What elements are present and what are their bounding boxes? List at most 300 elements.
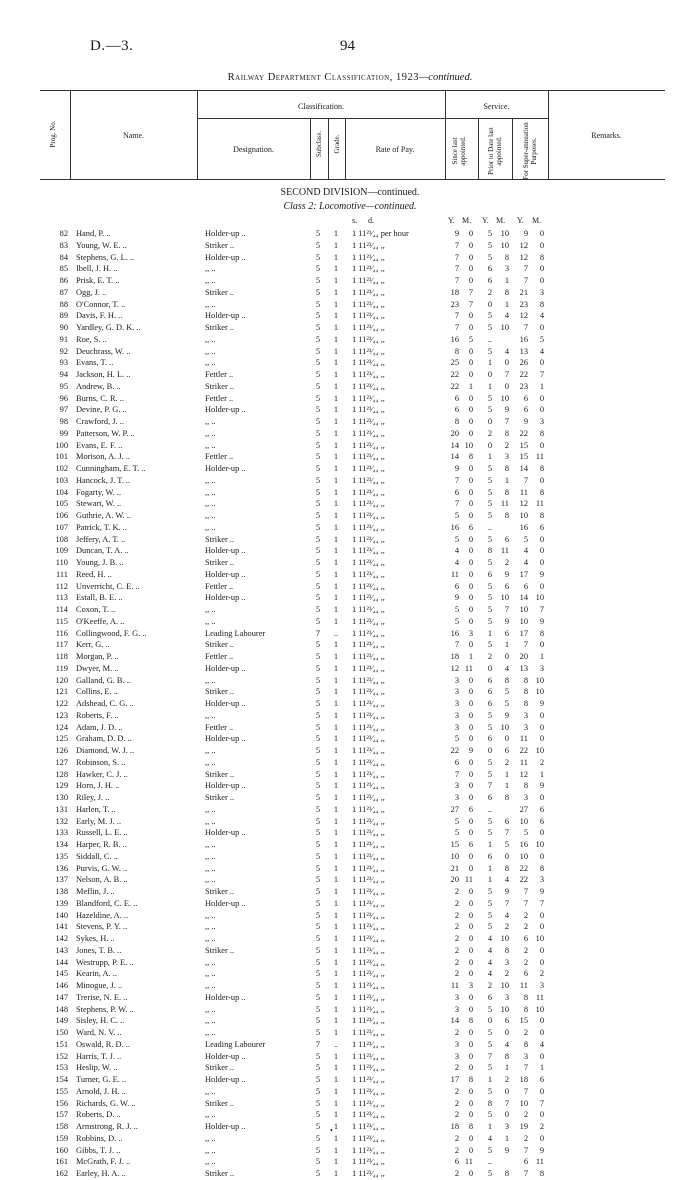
cell-name: Horn, J. H. .. <box>76 781 120 791</box>
table-row <box>0 275 700 287</box>
cell-super-years: 11 <box>519 487 528 497</box>
cell-grade: 1 <box>333 534 339 544</box>
cell-designation: ,, .. <box>205 804 216 814</box>
cell-designation: ,, .. <box>205 851 216 861</box>
table-row <box>0 1086 700 1098</box>
cell-prior-months: 9 <box>504 616 509 626</box>
cell-designation: Leading Labourer <box>205 628 266 638</box>
cell-super-years: 7 <box>523 1145 528 1155</box>
cell-rate-of-pay: 1 11²³⁄₄₄ ,, <box>352 581 385 591</box>
cell-since-years: 16 <box>450 522 459 532</box>
cell-prior-years: 5 <box>487 346 492 356</box>
cell-grade: 1 <box>333 593 339 603</box>
cell-since-months: 11 <box>464 663 473 673</box>
cell-super-months: 8 <box>539 628 544 638</box>
cell-prior-years: 4 <box>487 1133 492 1143</box>
cell-grade: 1 <box>333 393 339 403</box>
cell-super-months: 2 <box>539 757 544 767</box>
cell-prog-no: 99 <box>59 428 68 438</box>
cell-grade: 1 <box>333 922 339 932</box>
cell-subclass: 5 <box>315 1004 321 1014</box>
cell-subclass: 5 <box>315 346 321 356</box>
cell-super-years: 27 <box>519 804 528 814</box>
cell-super-months: 8 <box>539 487 544 497</box>
table-row <box>0 663 700 675</box>
cell-prior-months: 1 <box>504 1133 509 1143</box>
cell-name: Diamond, W. J. .. <box>76 746 135 755</box>
cell-since-years: 23 <box>450 299 459 309</box>
cell-name: Trerise, N. E. .. <box>76 992 128 1002</box>
cell-prior-years: 1 <box>487 875 492 885</box>
caption-suffix: —continued. <box>418 72 473 83</box>
cell-since-months: 0 <box>468 581 473 591</box>
header-remarks: Remarks. <box>591 131 622 140</box>
cell-super-months: 1 <box>539 769 544 779</box>
cell-name: Adam, J. D. .. <box>76 722 123 732</box>
cell-super-years: 2 <box>523 945 528 955</box>
cell-since-years: 2 <box>454 1063 459 1073</box>
header-subclass: Subclass. <box>315 130 323 158</box>
table-row <box>0 722 700 734</box>
cell-name: Heslip, W. .. <box>76 1063 118 1073</box>
cell-since-months: 0 <box>468 722 473 732</box>
cell-prior-months: 9 <box>504 569 509 579</box>
cell-super-years: 22 <box>519 370 528 379</box>
cell-grade: 1 <box>333 299 339 309</box>
cell-super-months: 10 <box>535 746 544 755</box>
cell-name: Kerr, G. .. <box>76 640 110 650</box>
table-row <box>0 1039 700 1051</box>
cell-super-months: 6 <box>539 804 544 814</box>
cell-rate-of-pay: 1 11²³⁄₄₄ ,, <box>352 1098 385 1108</box>
cell-name: Nelson, A. B. .. <box>76 875 128 885</box>
class-heading: Class 2: Locomotive—continued. <box>283 201 417 212</box>
header-top-rule <box>40 90 665 91</box>
cell-name: Jones, T. B. .. <box>76 945 122 955</box>
table-caption <box>0 72 700 83</box>
cell-designation: ,, .. <box>205 863 216 873</box>
cell-prog-no: 144 <box>55 957 68 967</box>
cell-grade: 1 <box>333 1063 339 1073</box>
cell-since-months: 0 <box>468 734 473 744</box>
cell-since-months: 0 <box>468 992 473 1002</box>
cell-designation: Striker .. <box>205 323 235 332</box>
cell-grade: 1 <box>333 699 339 708</box>
cell-grade: 1 <box>333 428 339 438</box>
cell-subclass: 5 <box>315 276 321 285</box>
cell-super-months: 4 <box>539 311 544 321</box>
cell-prior-months: 2 <box>504 922 509 932</box>
cell-name: Robbins, D. .. <box>76 1133 123 1143</box>
cell-since-months: 0 <box>468 240 473 250</box>
cell-grade: .. <box>333 628 339 638</box>
cell-super-years: 10 <box>519 616 528 626</box>
cell-name: Patrick, T. K. .. <box>76 522 127 532</box>
cell-prior-months: 3 <box>504 452 509 462</box>
caption-main: Railway Department Classification, 1923 <box>227 72 419 83</box>
cell-name: Earley, H. A. .. <box>76 1169 126 1178</box>
header-designation: Designation. <box>233 145 274 154</box>
cell-since-months: 0 <box>468 252 473 262</box>
unit-years-2: Y. <box>482 216 489 225</box>
table-row <box>0 1121 700 1133</box>
cell-name: Gibbs, T. J. .. <box>76 1145 121 1155</box>
cell-super-months: 0 <box>539 851 544 861</box>
cell-prog-no: 124 <box>55 722 68 732</box>
cell-since-years: 2 <box>454 1110 459 1120</box>
cell-designation: ,, .. <box>205 675 216 685</box>
cell-subclass: 5 <box>315 804 321 814</box>
cell-super-years: 16 <box>519 840 528 849</box>
cell-since-months: 0 <box>468 393 473 403</box>
cell-prog-no: 98 <box>59 417 68 426</box>
cell-subclass: 5 <box>315 710 321 720</box>
cell-designation: Striker .. <box>205 687 235 697</box>
table-row <box>0 252 700 264</box>
col-rule-8 <box>478 118 479 179</box>
cell-super-months: 0 <box>539 1133 544 1143</box>
cell-grade: 1 <box>333 287 339 297</box>
cell-name: Morison, A. J. .. <box>76 452 130 462</box>
cell-prior-months: 4 <box>504 311 509 321</box>
cell-subclass: 5 <box>315 640 321 650</box>
cell-since-months: 0 <box>468 534 473 544</box>
cell-super-years: 9 <box>523 229 528 238</box>
cell-designation: ,, .. <box>205 358 216 368</box>
cell-subclass: 5 <box>315 440 321 450</box>
cell-since-years: 16 <box>450 334 459 344</box>
cell-grade: 1 <box>333 323 339 332</box>
cell-prior-months: 2 <box>504 1075 509 1084</box>
cell-prior-years: 0 <box>487 663 492 673</box>
cell-prior-months: 10 <box>500 240 509 250</box>
cell-since-years: 3 <box>454 722 459 732</box>
cell-prior-months: 10 <box>500 722 509 732</box>
cell-prog-no: 152 <box>55 1051 68 1061</box>
cell-subclass: 5 <box>315 957 321 967</box>
cell-prior-years: 5 <box>487 1110 492 1120</box>
cell-prog-no: 116 <box>55 628 68 638</box>
cell-since-years: 27 <box>450 804 459 814</box>
cell-designation: Holder-up .. <box>205 781 246 791</box>
cell-since-months: 0 <box>468 898 473 908</box>
cell-subclass: 5 <box>315 1169 321 1178</box>
cell-designation: Holder-up .. <box>205 992 246 1002</box>
table-row <box>0 992 700 1004</box>
cell-since-months: 0 <box>468 417 473 426</box>
cell-designation: Striker .. <box>205 287 235 297</box>
cell-super-months: 4 <box>539 346 544 356</box>
cell-super-years: 19 <box>519 1122 528 1131</box>
cell-super-months: 9 <box>539 781 544 791</box>
cell-since-years: 3 <box>454 710 459 720</box>
cell-prior-months: 3 <box>504 1122 509 1131</box>
cell-super-years: 4 <box>523 558 528 567</box>
table-row <box>0 675 700 687</box>
cell-since-months: 6 <box>468 522 473 532</box>
cell-since-years: 8 <box>454 346 459 356</box>
cell-subclass: 5 <box>315 781 321 791</box>
cell-name: Jeffery, A. T. .. <box>76 534 126 544</box>
cell-since-years: 2 <box>454 1133 459 1143</box>
cell-subclass: 5 <box>315 863 321 873</box>
cell-prog-no: 147 <box>55 992 68 1002</box>
cell-super-months: 0 <box>539 828 544 838</box>
cell-grade: 1 <box>333 1051 339 1061</box>
cell-rate-of-pay: 1 11²³⁄₄₄ ,, <box>352 593 385 603</box>
cell-prior-years: 0 <box>487 1016 492 1026</box>
cell-subclass: 5 <box>315 311 321 321</box>
cell-prog-no: 127 <box>55 757 68 767</box>
cell-since-months: 0 <box>468 1063 473 1073</box>
table-row <box>0 522 700 534</box>
document-reference: D.—3. <box>90 38 134 54</box>
cell-prior-months: 2 <box>504 969 509 979</box>
cell-prior-years: 5 <box>487 511 492 520</box>
unit-shillings: s. <box>352 216 358 225</box>
table-row <box>0 451 700 463</box>
table-row <box>0 968 700 980</box>
cell-since-months: 0 <box>468 769 473 779</box>
cell-subclass: 7 <box>315 628 321 638</box>
cell-super-years: 7 <box>523 264 528 274</box>
cell-designation: ,, .. <box>205 840 216 849</box>
cell-rate-of-pay: 1 11²³⁄₄₄ ,, <box>352 452 385 462</box>
cell-prior-months: 5 <box>504 687 509 697</box>
cell-super-years: 4 <box>523 546 528 556</box>
cell-super-years: 17 <box>519 628 528 638</box>
cell-since-years: 3 <box>454 1039 459 1049</box>
cell-super-months: 10 <box>535 675 544 685</box>
cell-since-years: 9 <box>454 229 459 238</box>
cell-subclass: 5 <box>315 828 321 838</box>
cell-super-months: 0 <box>539 1110 544 1120</box>
cell-rate-of-pay: 1 11²³⁄₄₄ ,, <box>352 569 385 579</box>
cell-super-years: 7 <box>523 640 528 650</box>
cell-grade: 1 <box>333 475 339 485</box>
cell-super-years: 15 <box>519 1016 528 1026</box>
cell-designation: Striker .. <box>205 1098 235 1108</box>
cell-rate-of-pay: 1 11²³⁄₄₄ ,, <box>352 346 385 356</box>
cell-prior-years: 6 <box>487 793 492 802</box>
cell-super-months: 0 <box>539 581 544 591</box>
cell-designation: Holder-up .. <box>205 898 246 908</box>
cell-super-months: 0 <box>539 534 544 544</box>
cell-since-months: 0 <box>468 464 473 473</box>
cell-rate-of-pay: 1 11²³⁄₄₄ ,, <box>352 851 385 861</box>
table-row <box>0 1156 700 1168</box>
cell-prog-no: 143 <box>55 945 68 955</box>
cell-since-years: 7 <box>454 276 459 285</box>
cell-super-months: 0 <box>539 640 544 650</box>
cell-rate-of-pay: 1 11²³⁄₄₄ ,, <box>352 769 385 779</box>
cell-since-months: 6 <box>468 804 473 814</box>
cell-prog-no: 92 <box>59 346 68 356</box>
cell-prior-months: 10 <box>500 593 509 603</box>
table-row <box>0 287 700 299</box>
cell-prog-no: 146 <box>55 981 68 990</box>
cell-since-years: 3 <box>454 992 459 1002</box>
table-row <box>0 863 700 875</box>
cell-grade: 1 <box>333 511 339 520</box>
cell-prior-months: 3 <box>504 957 509 967</box>
cell-name: Ibell, J. H. .. <box>76 264 118 274</box>
cell-designation: ,, .. <box>205 276 216 285</box>
cell-since-months: 0 <box>468 487 473 497</box>
cell-subclass: 5 <box>315 757 321 767</box>
cell-prior-years: 8 <box>487 1098 492 1108</box>
table-row <box>0 816 700 828</box>
table-row <box>0 581 700 593</box>
cell-subclass: 5 <box>315 675 321 685</box>
cell-name: Sisley, H. C. .. <box>76 1016 125 1026</box>
cell-since-years: 2 <box>454 1028 459 1037</box>
cell-name: Unverricht, C. E. .. <box>76 581 140 591</box>
cell-since-months: 8 <box>468 1075 473 1084</box>
cell-designation: ,, .. <box>205 875 216 885</box>
cell-name: Devine, P. G. .. <box>76 405 127 415</box>
cell-since-months: 0 <box>468 640 473 650</box>
cell-designation: Fettler .. <box>205 652 234 661</box>
cell-since-months: 0 <box>468 1039 473 1049</box>
cell-prog-no: 141 <box>55 922 68 932</box>
cell-super-years: 10 <box>519 1098 528 1108</box>
cell-designation: Holder-up .. <box>205 593 246 603</box>
cell-rate-of-pay: 1 11²³⁄₄₄ ,, <box>352 393 385 403</box>
cell-name: Sykes, H. .. <box>76 934 115 943</box>
cell-prior-years: 6 <box>487 569 492 579</box>
cell-since-months: 6 <box>468 840 473 849</box>
table-row <box>0 1027 700 1039</box>
cell-name: Hancock, J. T. .. <box>76 475 131 485</box>
cell-name: Turner, G. E. .. <box>76 1075 127 1084</box>
cell-subclass: 5 <box>315 417 321 426</box>
cell-since-years: 2 <box>454 945 459 955</box>
cell-prog-no: 148 <box>55 1004 68 1014</box>
cell-subclass: 5 <box>315 1075 321 1084</box>
cell-since-years: 2 <box>454 957 459 967</box>
cell-designation: Holder-up .. <box>205 464 246 473</box>
cell-prog-no: 132 <box>55 816 68 826</box>
cell-grade: 1 <box>333 581 339 591</box>
cell-rate-of-pay: 1 11²³⁄₄₄ ,, <box>352 323 385 332</box>
cell-rate-of-pay: 1 11²³⁄₄₄ ,, <box>352 464 385 473</box>
cell-name: Dwyer, M. .. <box>76 663 119 673</box>
cell-super-years: 6 <box>523 581 528 591</box>
cell-prior-years: 5 <box>487 816 492 826</box>
unit-years-3: Y. <box>517 216 524 225</box>
cell-subclass: 5 <box>315 252 321 262</box>
cell-super-years: 3 <box>523 722 528 732</box>
cell-prog-no: 84 <box>59 252 68 262</box>
cell-prior-years: 5 <box>487 1004 492 1014</box>
cell-prior-months: 3 <box>504 264 509 274</box>
cell-prior-months: 0 <box>504 1028 509 1037</box>
cell-grade: 1 <box>333 757 339 767</box>
cell-name: Minogue, J. .. <box>76 981 123 990</box>
cell-prog-no: 103 <box>55 475 68 485</box>
cell-super-years: 17 <box>519 569 528 579</box>
table-row <box>0 487 700 499</box>
cell-designation: Striker .. <box>205 887 235 896</box>
cell-designation: Fettler .. <box>205 393 234 403</box>
cell-since-years: 7 <box>454 640 459 650</box>
table-row <box>0 393 700 405</box>
cell-rate-of-pay: 1 11²³⁄₄₄ ,, <box>352 710 385 720</box>
cell-since-years: 2 <box>454 934 459 943</box>
cell-designation: ,, .. <box>205 299 216 309</box>
cell-name: Davis, F. H. .. <box>76 311 123 321</box>
cell-subclass: 5 <box>315 522 321 532</box>
cell-grade: 1 <box>333 816 339 826</box>
cell-since-years: 3 <box>454 1004 459 1014</box>
cell-prior-months: 6 <box>504 816 509 826</box>
cell-subclass: 5 <box>315 816 321 826</box>
cell-prior-months: 10 <box>500 1004 509 1014</box>
cell-prior-years: .. <box>487 804 492 814</box>
cell-since-years: 18 <box>450 287 459 297</box>
cell-since-years: 18 <box>450 652 459 661</box>
cell-super-months: 10 <box>535 1004 544 1014</box>
cell-since-years: 16 <box>450 628 459 638</box>
cell-super-months: 11 <box>535 992 544 1002</box>
cell-grade: 1 <box>333 746 339 755</box>
cell-prog-no: 131 <box>55 804 68 814</box>
cell-name: Russell, L. E. .. <box>76 828 128 838</box>
cell-super-years: 6 <box>523 1157 528 1167</box>
cell-rate-of-pay: 1 11²³⁄₄₄ ,, <box>352 299 385 309</box>
cell-designation: Holder-up .. <box>205 229 246 238</box>
cell-prior-months: 9 <box>504 710 509 720</box>
cell-prior-months: 4 <box>504 875 509 885</box>
cell-name: Stephens, P. W. .. <box>76 1004 134 1014</box>
cell-rate-of-pay: 1 11²³⁄₄₄ ,, <box>352 992 385 1002</box>
cell-prog-no: 106 <box>55 511 68 520</box>
cell-designation: ,, .. <box>205 1133 216 1143</box>
cell-subclass: 5 <box>315 1016 321 1026</box>
cell-super-months: 0 <box>539 276 544 285</box>
cell-super-months: 8 <box>539 299 544 309</box>
cell-prior-years: 5 <box>487 393 492 403</box>
cell-name: Galland, G. B. .. <box>76 675 131 685</box>
table-row <box>0 898 700 910</box>
cell-since-months: 0 <box>468 311 473 321</box>
cell-designation: Fettler .. <box>205 370 234 379</box>
cell-designation: Holder-up .. <box>205 252 246 262</box>
cell-rate-of-pay: 1 11²³⁄₄₄ ,, <box>352 699 385 708</box>
cell-designation: Striker .. <box>205 558 235 567</box>
cell-subclass: 5 <box>315 1145 321 1155</box>
cell-since-years: 2 <box>454 1086 459 1096</box>
table-row <box>0 957 700 969</box>
cell-grade: 1 <box>333 840 339 849</box>
cell-grade: 1 <box>333 675 339 685</box>
cell-designation: Striker .. <box>205 769 235 779</box>
cell-prior-months: 8 <box>504 1169 509 1178</box>
cell-super-months: 1 <box>539 381 544 391</box>
cell-grade: 1 <box>333 1157 339 1167</box>
cell-super-years: 5 <box>523 828 528 838</box>
cell-prior-months: 8 <box>504 252 509 262</box>
cell-super-years: 16 <box>519 522 528 532</box>
cell-name: Siddall, C. .. <box>76 851 118 861</box>
cell-prog-no: 121 <box>55 687 68 697</box>
cell-super-months: 7 <box>539 1098 544 1108</box>
cell-designation: ,, .. <box>205 1086 216 1096</box>
table-row <box>0 839 700 851</box>
cell-grade: 1 <box>333 311 339 321</box>
cell-since-months: 5 <box>468 334 473 344</box>
